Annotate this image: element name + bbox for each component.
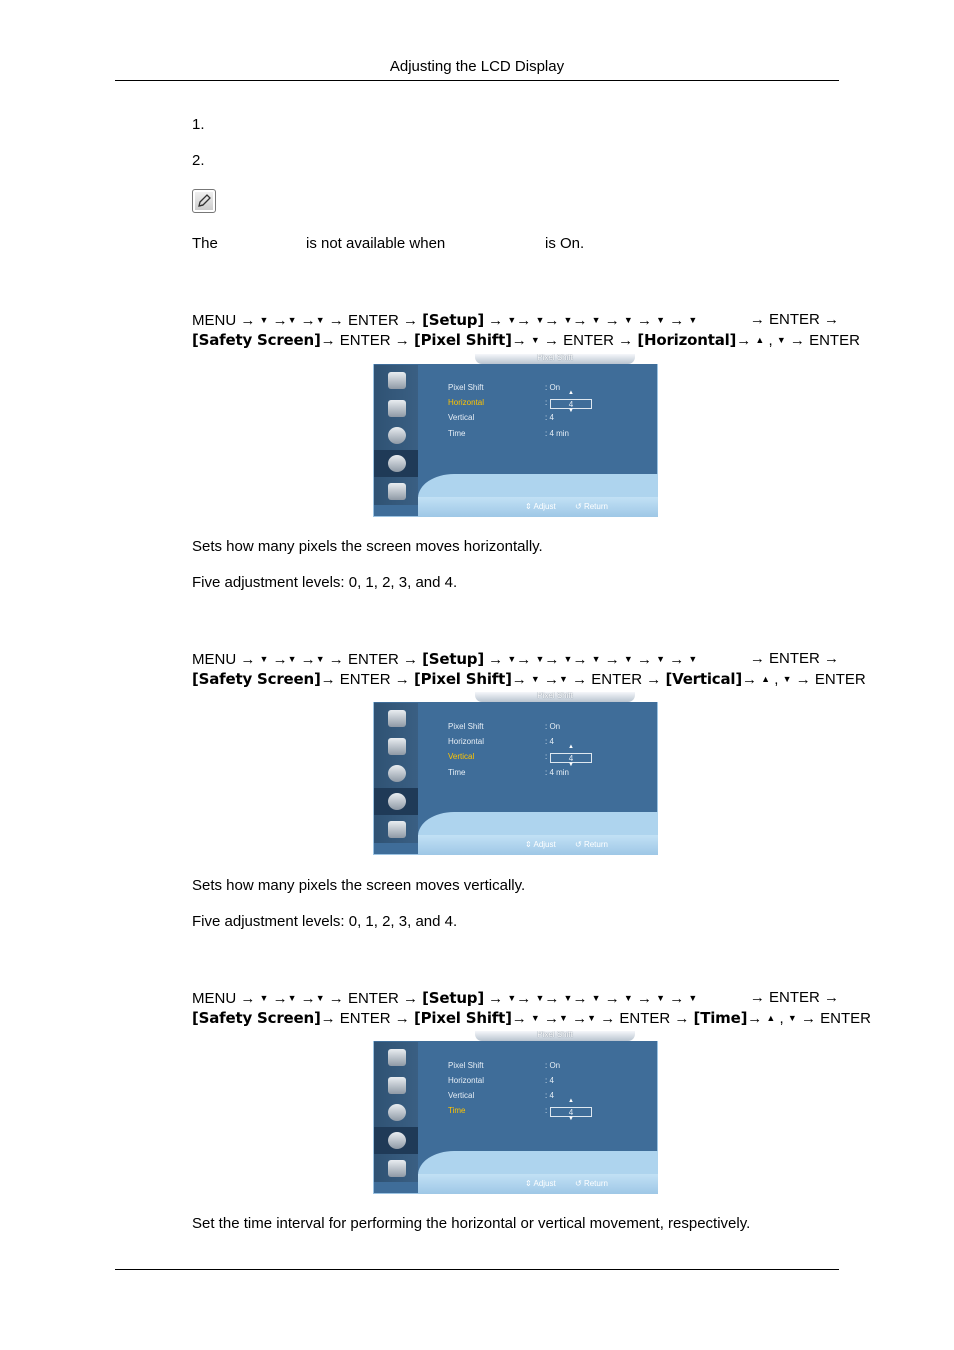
up-arrow-icon: ▲ (568, 390, 574, 396)
note-text-part1: The (192, 235, 218, 252)
down-arrow-icon: ▼ (507, 315, 517, 325)
down-arrow-icon: ▼ (563, 993, 573, 1003)
setup-gear-icon (374, 450, 418, 477)
image-icon (374, 733, 418, 760)
osd-return-hint: ↺ Return (575, 840, 608, 849)
setup-gear-icon (374, 788, 418, 815)
note-text-part3: is On. (545, 235, 585, 252)
down-arrow-icon: ▼ (787, 1013, 797, 1023)
down-arrow-icon: ▼ (259, 993, 269, 1003)
osd-row-label: Pixel Shift (448, 1061, 484, 1070)
multi-control-icon (374, 1155, 418, 1182)
down-arrow-icon: ▼ (568, 762, 574, 768)
note-pencil-icon (192, 189, 216, 213)
step-number-2: 2. (192, 152, 205, 169)
menu-path-horizontal: MENU → ▼ →▼ →▼ → ENTER → [Setup] → ▼→ ▼→ ▼→ ▼ → ▼ → ▼ → ▼ → ENTER → [Safety Screen]→ ENTER → [Pixel Shift]→ ▼ → ENTER → [Horizontal]→ ▲ , ▼ → ENTER (192, 311, 860, 349)
up-arrow-icon: ▲ (755, 335, 765, 345)
osd-sidebar (374, 703, 418, 843)
osd-row-label: Horizontal (448, 737, 485, 746)
sound-icon (374, 422, 418, 449)
osd-value-box: 4 (550, 1107, 592, 1117)
osd-row-label: Vertical (448, 413, 475, 422)
down-arrow-icon: ▼ (688, 654, 698, 664)
osd-return-hint: ↺ Return (575, 502, 608, 511)
image-icon (374, 395, 418, 422)
multi-control-icon (374, 816, 418, 843)
picture-icon (374, 1044, 418, 1071)
down-arrow-icon: ▼ (530, 1013, 540, 1023)
osd-row-value: : 4 (545, 413, 554, 422)
osd-row-label: Time (448, 768, 466, 777)
down-arrow-icon: ▼ (587, 1013, 597, 1023)
down-arrow-icon: ▼ (623, 993, 633, 1003)
osd-sidebar (374, 1042, 418, 1182)
desc-vertical-levels: Five adjustment levels: 0, 1, 2, 3, and 4. (192, 913, 458, 930)
osd-row-value: : 4 min (545, 768, 570, 777)
down-arrow-icon: ▼ (591, 654, 601, 664)
down-arrow-icon: ▼ (259, 315, 269, 325)
osd-sidebar (374, 365, 418, 505)
osd-return-hint: ↺ Return (575, 1179, 608, 1188)
desc-horizontal: Sets how many pixels the screen moves horizontally. (192, 538, 543, 555)
down-arrow-icon: ▼ (535, 315, 545, 325)
osd-value-box: 4 (550, 753, 592, 763)
desc-vertical: Sets how many pixels the screen moves vertically. (192, 877, 526, 894)
down-arrow-icon: ▼ (559, 1013, 568, 1023)
down-arrow-icon: ▼ (530, 335, 540, 345)
desc-horizontal-levels: Five adjustment levels: 0, 1, 2, 3, and 4. (192, 574, 458, 591)
down-arrow-icon: ▼ (315, 315, 325, 325)
osd-adjust-hint: ⇕ Adjust (525, 1179, 556, 1188)
down-arrow-icon: ▼ (623, 654, 633, 664)
osd-row-value: : On (545, 722, 561, 731)
osd-title: Pixel Shift (537, 692, 573, 700)
down-arrow-icon: ▼ (782, 674, 792, 684)
osd-row-label: Time (448, 429, 466, 438)
up-arrow-icon: ▲ (761, 674, 771, 684)
multi-control-icon (374, 478, 418, 505)
osd-menu-horizontal (373, 354, 658, 517)
down-arrow-icon: ▼ (688, 993, 698, 1003)
down-arrow-icon: ▼ (287, 993, 297, 1003)
picture-icon (374, 705, 418, 732)
page-header-title: Adjusting the LCD Display (389, 58, 565, 75)
down-arrow-icon: ▼ (315, 654, 325, 664)
note-text-part2: is not available when (306, 235, 446, 252)
step-number-1: 1. (192, 116, 205, 133)
footer-rule (115, 1269, 839, 1270)
down-arrow-icon: ▼ (776, 335, 786, 345)
osd-row-value: : On (545, 1061, 561, 1070)
osd-row-value: : 4 (545, 737, 554, 746)
osd-row-label: Pixel Shift (448, 722, 484, 731)
down-arrow-icon: ▼ (287, 654, 297, 664)
osd-row-value: : (545, 1106, 548, 1115)
osd-row-label: Vertical (448, 1091, 475, 1100)
osd-row-label: Horizontal (448, 1076, 485, 1085)
osd-row-value: : 4 min (545, 429, 570, 438)
down-arrow-icon: ▼ (535, 654, 545, 664)
osd-title: Pixel Shift (537, 1031, 573, 1039)
down-arrow-icon: ▼ (530, 674, 540, 684)
down-arrow-icon: ▼ (259, 654, 269, 664)
osd-menu-time (373, 1031, 658, 1194)
sound-icon (374, 1099, 418, 1126)
down-arrow-icon: ▼ (623, 315, 633, 325)
up-arrow-icon: ▲ (766, 1013, 776, 1023)
osd-row-value: : On (545, 383, 561, 392)
down-arrow-icon: ▼ (315, 993, 325, 1003)
down-arrow-icon: ▼ (563, 654, 573, 664)
down-arrow-icon: ▼ (656, 993, 666, 1003)
down-arrow-icon: ▼ (591, 993, 601, 1003)
up-arrow-icon: ▲ (568, 1098, 574, 1104)
osd-row-label-selected: Horizontal (448, 398, 485, 407)
menu-path-time: MENU → ▼ →▼ →▼ → ENTER → [Setup] → ▼→ ▼→ ▼→ ▼ → ▼ → ▼ → ▼ → ENTER → [Safety Screen]→ ENTER → [Pixel Shift]→ ▼ →▼ →▼ → ENTER → [Time]→ ▲ , ▼ → ENTER (192, 989, 871, 1027)
osd-row-label: Pixel Shift (448, 383, 484, 392)
picture-icon (374, 367, 418, 394)
osd-row-label-selected: Vertical (448, 752, 475, 761)
desc-time: Set the time interval for performing the horizontal or vertical movement, respectively. (192, 1215, 751, 1232)
menu-path-vertical: MENU → ▼ →▼ →▼ → ENTER → [Setup] → ▼→ ▼→ ▼→ ▼ → ▼ → ▼ → ▼ → ENTER → [Safety Screen]→ ENTER → [Pixel Shift]→ ▼ →▼ → ENTER → [Vertical]→ ▲ , ▼ → ENTER (192, 650, 866, 688)
osd-row-value: : (545, 398, 548, 407)
osd-value-box: 4 (550, 399, 592, 409)
osd-menu-vertical (373, 692, 658, 855)
osd-row-value: : (545, 752, 548, 761)
down-arrow-icon: ▼ (507, 993, 517, 1003)
down-arrow-icon: ▼ (591, 315, 601, 325)
osd-row-label-selected: Time (448, 1106, 466, 1115)
osd-adjust-hint: ⇕ Adjust (525, 502, 556, 511)
down-arrow-icon: ▼ (563, 315, 573, 325)
down-arrow-icon: ▼ (688, 315, 698, 325)
down-arrow-icon: ▼ (559, 674, 568, 684)
up-arrow-icon: ▲ (568, 744, 574, 750)
down-arrow-icon: ▼ (568, 1116, 574, 1122)
down-arrow-icon: ▼ (535, 993, 545, 1003)
osd-row-value: : 4 (545, 1076, 554, 1085)
down-arrow-icon: ▼ (568, 408, 574, 414)
down-arrow-icon: ▼ (287, 315, 297, 325)
down-arrow-icon: ▼ (656, 654, 666, 664)
sound-icon (374, 760, 418, 787)
image-icon (374, 1072, 418, 1099)
osd-title: Pixel Shift (537, 354, 573, 362)
header-rule (115, 80, 839, 81)
osd-adjust-hint: ⇕ Adjust (525, 840, 556, 849)
setup-gear-icon (374, 1127, 418, 1154)
down-arrow-icon: ▼ (507, 654, 517, 664)
down-arrow-icon: ▼ (656, 315, 666, 325)
osd-row-value: : 4 (545, 1091, 554, 1100)
